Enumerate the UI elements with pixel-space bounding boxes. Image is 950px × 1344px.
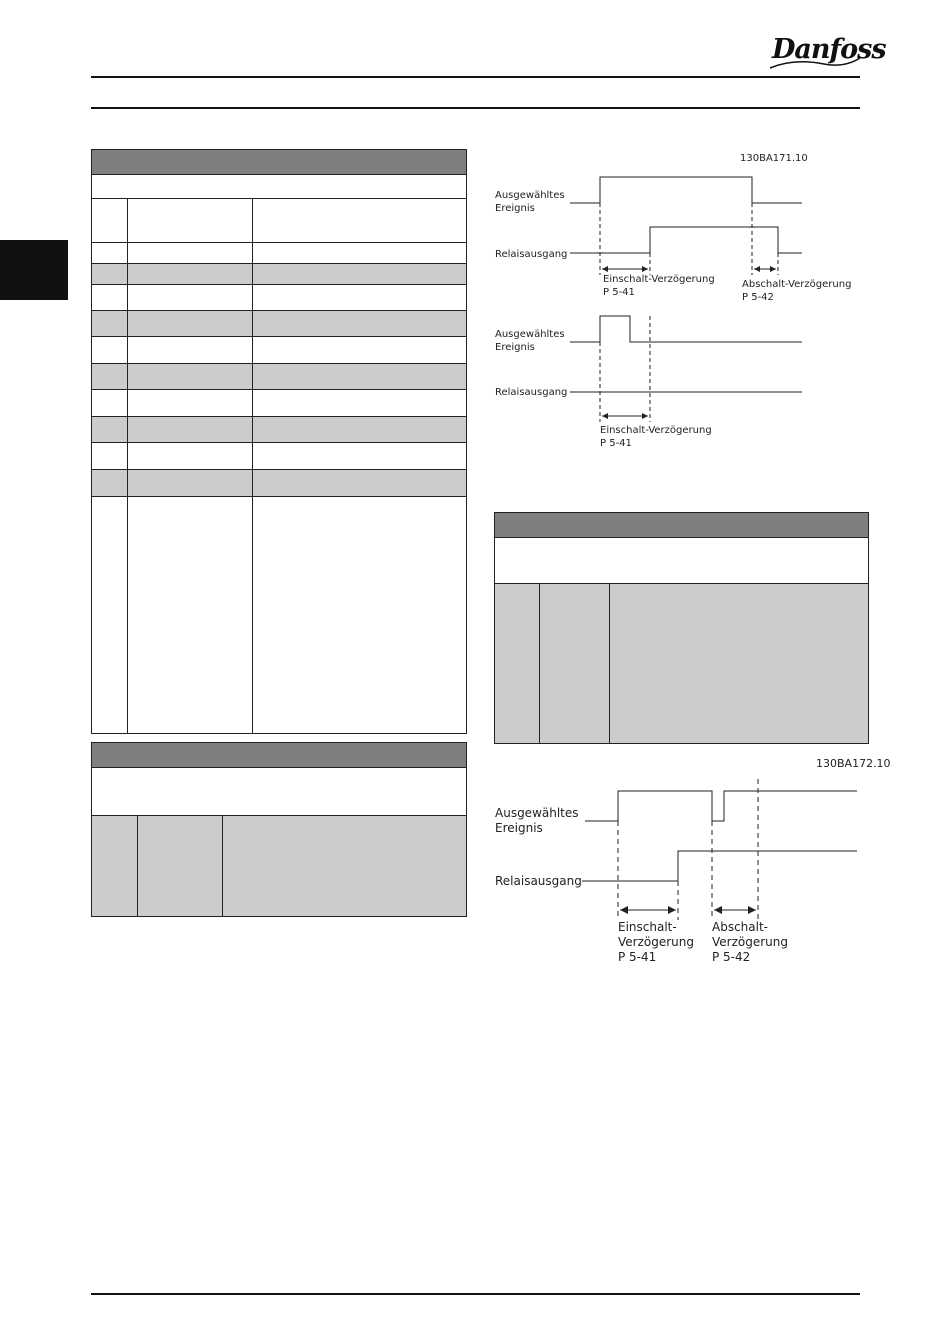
table-row [92, 363, 466, 389]
header-rule-top [91, 76, 860, 78]
chapter-tab [0, 240, 68, 300]
off-delay-label-line1: Abschalt- [712, 920, 769, 934]
event-signal [570, 177, 802, 203]
event-label-line1: Ausgewähltes [495, 190, 565, 201]
on-delay-label-line1: Einschalt- [618, 920, 677, 934]
diagram-code: 130BA171.10 [740, 153, 808, 164]
on-delay-label-line2: Verzögerung [618, 935, 694, 949]
table-header [92, 743, 466, 767]
relay-signal [570, 227, 802, 253]
on-delay-label: Einschalt-Verzögerung [603, 274, 715, 285]
off-delay-label: Abschalt-Verzögerung [742, 279, 852, 290]
table-row [92, 816, 466, 916]
off-delay-param: P 5-42 [742, 292, 774, 303]
relay-label: Relaisausgang [495, 874, 582, 888]
diagram-code: 130BA172.10 [816, 757, 891, 770]
event-signal [570, 316, 802, 342]
off-delay-param: P 5-42 [712, 950, 751, 964]
timing-diagram-2 [490, 312, 820, 452]
event-label-line2: Ereignis [495, 821, 543, 835]
table-header [92, 150, 466, 174]
table-row [92, 469, 466, 496]
relay-signal [582, 851, 857, 881]
event-label-line2: Ereignis [495, 342, 535, 353]
header-rule-bottom [91, 107, 860, 109]
event-signal [585, 791, 857, 821]
on-delay-param: P 5-41 [618, 950, 657, 964]
off-delay-label-line2: Verzögerung [712, 935, 788, 949]
event-label-line1: Ausgewähltes [495, 329, 565, 340]
relay-label: Relaisausgang [495, 387, 568, 398]
footer-rule [91, 1293, 860, 1295]
timing-diagram-3 [490, 755, 891, 970]
table-row [92, 263, 466, 284]
on-delay-param: P 5-41 [603, 287, 635, 298]
on-delay-label: Einschalt-Verzögerung [600, 425, 712, 436]
relay-label: Relaisausgang [495, 249, 568, 260]
table-row [495, 584, 868, 743]
parameter-table-3 [494, 512, 869, 744]
on-delay-param: P 5-41 [600, 438, 632, 449]
timing-diagram-1 [490, 145, 852, 320]
parameter-table-2 [91, 742, 467, 917]
event-label-line2: Ereignis [495, 203, 535, 214]
logo-text: Danfoss [772, 34, 886, 65]
table-row [92, 310, 466, 336]
table-header [495, 513, 868, 537]
event-label-line1: Ausgewähltes [495, 806, 579, 820]
table-row [92, 416, 466, 442]
parameter-table-1 [91, 149, 467, 734]
